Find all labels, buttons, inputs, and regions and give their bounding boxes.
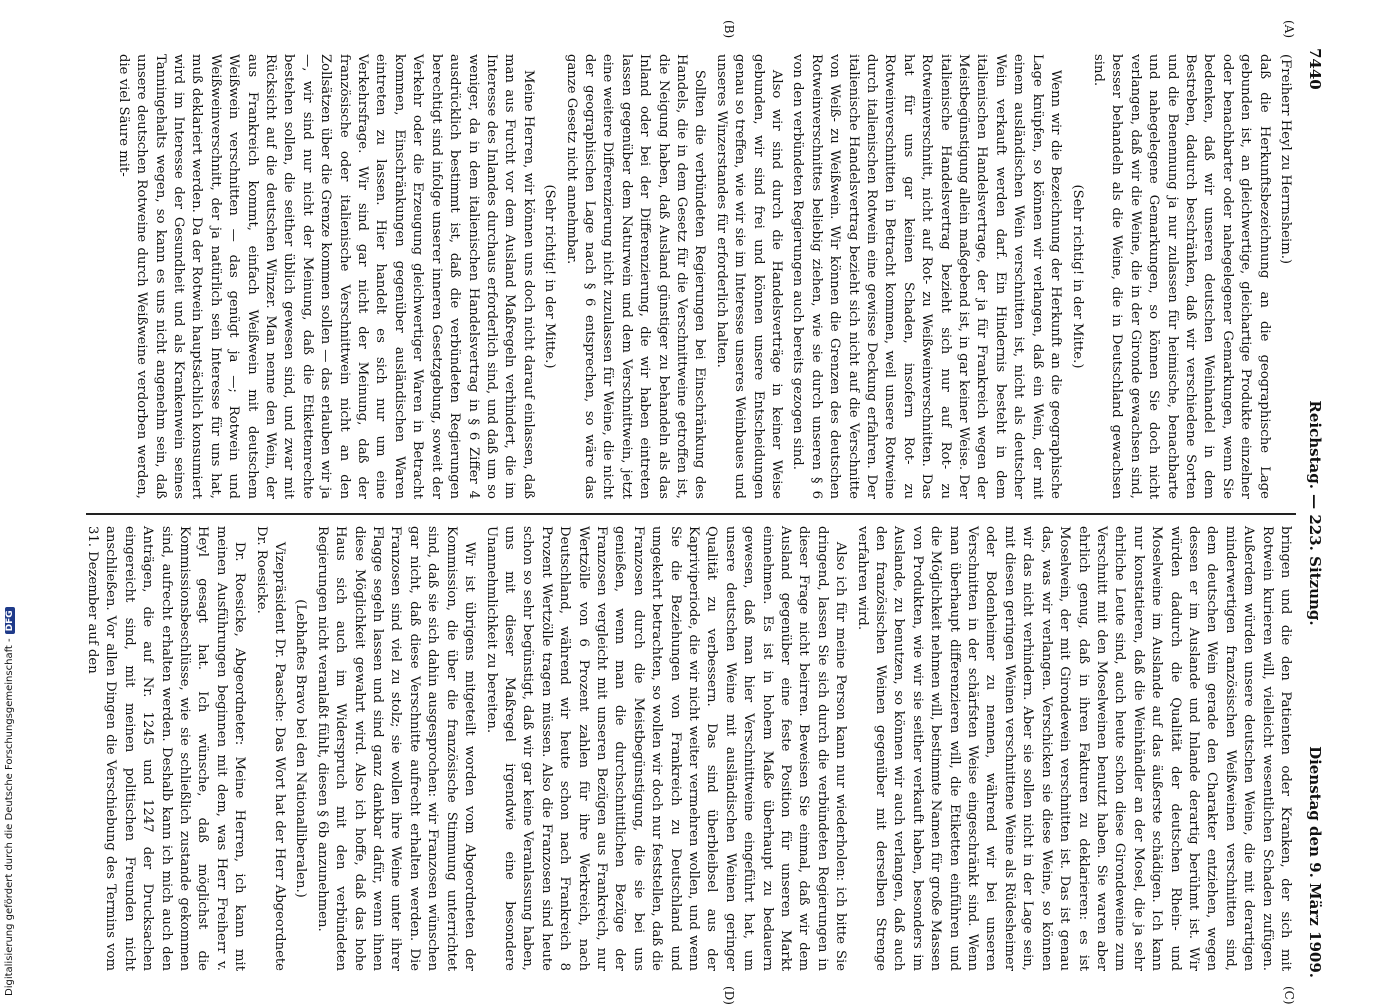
column-divider: [86, 513, 1296, 515]
session-date: Dienstag den 9. März 1909.: [1306, 746, 1324, 978]
stage-direction: (Sehr richtig! in der Mitte.): [542, 184, 558, 369]
paragraph: Wir ist übrigens mitgeteilt worden vom Abgeordneten der Kommission, die über die französische Stimmung unterrichtet sind, daß sie sich dahin ausgesprochen: wir Franzosen wünschen gar nicht, daß diese Verschnitte aufrecht erhalten werden. Die Franzosen sind viel zu stolz; sie wollen ihre Weine unter ihrer Flagge segeln lassen und sind ganz dankbar dafür, wenn ihnen diese Möglichkeit gewahrt wird. Also ich hoffe, daß das hohe Haus sich auch im Widerspruch mit den verbündeten Regierungen nicht veranlaßt fühlt, diesen § 6b anzunehmen.: [314, 526, 478, 971]
paragraph: Also ich für meine Person kann nur wiederholen: ich bitte Sie dringend, lassen Sie sich durch die verbündeten Regierungen in dieser Frage nicht beirren. Beweisen Sie einmal, daß wir dem Ausland gegenüber eine feste Position für unseren Markt einnehmen. Es ist in hohem Maße überhaupt zu bedauern gewesen, daß man hier Verschnittweine eingeführt hat, um unsere deutschen Weine mit ausländischen Weinen geringer Qualität zu verbessern. Das sind überbleibsel aus der Kapriviperiode, die wir nicht weiter vermehren wollen, und wenn Sie die Beziehungen von Frankreich zu Deutschland und umgekehrt betrachten, so wollen wir doch nur feststellen, daß die Franzosen durch die Meistbegünstigung, die sie bei uns genießen, wenn man die durchschnittlichen Bezüge der Franzosen vergleicht mit unseren Bezügen aus Frankreich, nur Wertzölle von 6 Prozent zahlen für ihre Werkreich, nach Deutschland, während wir heute schon nach Frankreich 8 Prozent Wertzölle tragen müssen. Also die Franzosen sind heute schon so sehr begünstigt, daß wir gar keine Veranlassung haben, uns mit dieser Maßregel irgendwie eine besondere Unannehmlichkeit zu bereiten.: [483, 526, 849, 971]
margin-marker-d: (D): [722, 986, 736, 1005]
margin-marker-a: (A): [1282, 20, 1296, 39]
session-title: Reichstag. — 223. Sitzung.: [1306, 400, 1324, 626]
footer-text: Digitalisierung gefördert durch die Deutsche Forschungsgemeinschaft -: [4, 638, 15, 996]
right-column: [85, 526, 1294, 971]
rotated-page: [78, 20, 1326, 1005]
paragraph: Meine Herren, wir können uns doch nicht darauf einlassen, daß man aus Furcht vor dem Ausland Maßregeln verhindert, die im Interesse des Inlandes durchaus erforderlich sind, und daß um so weniger, da in dem italienischen Handelsvertrag in § 6 Ziffer 4 ausdrücklich bestimmt ist, daß die verbündeten Regierungen berechtigt sind infolge unserer inneren Gesetzgebung, soweit der Verkehr oder die Erzeugung gleichwertiger Waren in Betracht kommen, Einschränkungen gegenüber ausländischen Waren eintreten zu lassen. Hier handelt es sich nur um eine Verkehrsfrage. Wir sind gar nicht der Meinung, daß der französische oder italienische Verschnittwein nicht an den Zollsätzen über die Grenze kommen sollen — das erlauben wir ja —, wir sind nur nicht der Meinung, daß die Etikettenrechte bestehen sollen, die seither üblich gewesen sind, und zwar mit Rücksicht auf die deutschen Winzer. Man nenne den Wein, der aus Frankreich kommt, einfach Weißwein mit deutschem Weißwein verschnitten — das genügt ja —; Rotwein und Weißweinverschnitt, der ja natürlich sein Interesse für uns hat, muß deklariert werden. Da der Rotwein hauptsächlich konsumiert wird im Interesse der Gesundheit und als Krankenwein seines Tanningehalts wegen, so kann es uns nicht angenehm sein, daß unsere deutschen Rotweine durch Weißweine verdorben werden, die viel Säure mit-: [115, 54, 536, 499]
paragraph: Sollten die verbündeten Regierungen bei Einschränkung des Handels, die in dem Gesetz für die Verschnittweine getroffen ist, die Neigung haben, daß Ausland günstiger zu behandeln als das Inland oder bei der Differenzierung, die wir haben eintreten lassen gegenüber dem Naturwein und dem Verschnittwein, jetzt eine weitere Differenzierung nicht zuzulassen für Weine, die nicht der geographischen Lage nach § 6 entsprechen, so wäre das ganze Gesetz nicht annehmbar.: [563, 54, 708, 499]
paragraph: bringen und die den Patienten oder Kranken, der sich mit Rotwein kurieren will, vielleicht wesentlichen Schaden zufügen. Außerdem würden unsere deutschen Weine, die mit derartigen minderwertigen französischen Weißweinen verschnitten sind, dem deutschen Wein gerade den Charakter entziehen, wegen dessen er im Auslande und Inlande derartig berühmt ist. Wir würden dadurch die Qualität der deutschen Rhein- und Moselweine im Auslande auf das äußerste schädigen. Ich kann nur konstatieren, daß die Weinhändler an der Mosel, die ja sehr ehrliche Leute sind, auch heute schon diese Girondeweine zum Verschnitt mit den Moselweinen benutzt haben. Sie waren aber ehrlich genug, daß in ihren Fakturen zu deklarieren: es ist Moselwein, der mit Girondewein verschnitten ist. Das ist genau das, was wir verlangen. Verschicken sie diese Weine, so können wir das nicht verhindern. Aber sie sollen nicht in der Lage sein, mit diesen geringen Weinen verschnittene Weine als Rüdesheimer oder Bodenheimer zu nennen, während wir bei unseren Verschnitten in der schärfsten Weise eingeschränkt sind. Wenn man überhaupt differenzieren will, die Etiketten einführen und die Möglichkeit nehmen will, bestimmte Namen für große Massen von Produkten, wie wir sie seither verkauft haben, besonders im Auslande, zu benutzen, so können wir auch verlangen, daß auch den französischen Weinen gegenüber mit derselben Strenge verfahren wird.: [854, 526, 1293, 971]
paragraph: Vizepräsident Dr. Paasche: Das Wort hat der Herr Abgeordnete Dr. Roesicke.: [253, 526, 288, 971]
paragraph: Also wir sind durch die Handelsverträge in keiner Weise gebunden, wir sind frei und können unsere Entscheidungen genau so treffen, wie wir sie im Interesse unseres Weinbaues und unseres Winzerstandes für erforderlich halten.: [713, 54, 785, 499]
page-header: [1300, 48, 1326, 978]
stage-direction: (Lebhaftes Bravo bei den Nationalliberalen.): [293, 599, 309, 898]
paragraph: daß die Herkunftsbezeichnung an die geographische Lage gebunden ist, an gleichwertige, gleichartige Produkte einzelner oder benachbarter oder nahegelegener Gemarkungen, wenn Sie bedenken, daß wir unseren deutschen Weinhandel in dem Bestreben, dadurch beschränken, daß wir verschiedene Sorten und die Benennung ja nur zulassen für heimische, benachbarte und nahegelegene Gemarkungen, so können Sie doch nicht verlangen, daß wir die Weine, die in der Gironde gewachsen sind, besser behandeln als die Weine, die in Deutschland gewachsen sind.: [1090, 54, 1272, 499]
digitization-footer: [4, 607, 15, 996]
margin-marker-c: (C): [1282, 986, 1296, 1005]
paragraph: Dr. Roesicke, Abgeordneter: Meine Herren, ich kann mit meinen Ausführungen beginnen mit dem, was Herr Freiherr v. Heyl gesagt hat. Ich wünsche, daß möglichst die Kommissionsbeschlüsse, wie sie schließlich zustande gekommen sind, aufrecht erhalten werden. Deshalb kann ich mich auch den Anträgen, die auf Nr. 1245 und 1247 der Drucksachen eingereicht sind, mit meinen politischen Freunden nicht anschließen. Vor allen Dingen die Verschiebung des Termins vom 31. Dezember auf den: [85, 526, 248, 971]
stage-direction: (Sehr richtig! in der Mitte.): [1069, 184, 1085, 369]
paragraph: Wenn wir die Bezeichnung der Herkunft an die geographische Lage knüpfen, so können wir verlangen, daß ein Wein, der mit einem ausländischen Wein verschnitten ist, nicht als deutscher Wein verkauft werden darf. Ein Hindernis besteht in dem italienischen Handelsvertrage, der ja für Frankreich wegen der Meistbegünstigung allein maßgebend ist, in gar keiner Weise. Der italienische Handelsvertrag bezieht sich nur auf Rot- zu Rotweinverschnitt, nicht auf Rot- zu Weißweinverschnitten. Das hat für uns gar keinen Schaden, insofern Rot- zu Rotweinverschnitten in Betracht kommen, weil unsere Rotweine durch italienischen Rotwein eine gewisse Deckung erfahren. Der italienische Handelsvertrag bezieht sich nicht auf die Verschnitte von Weiß- zu Weißwein. Wir können die Grenzen des deutschen Rotweinverschnittes beliebig ziehen, wie sie durch unseren § 6 von den verbündeten Regierungen auch bereits gezogen sind.: [790, 54, 1064, 499]
left-column: [89, 54, 1294, 499]
paragraph: (Freiherr Heyl zu Herrnsheim.): [1278, 54, 1293, 265]
page-number: 7440: [1306, 48, 1324, 90]
dfg-logo: DFG: [5, 607, 15, 634]
margin-marker-b: (B): [722, 20, 736, 39]
